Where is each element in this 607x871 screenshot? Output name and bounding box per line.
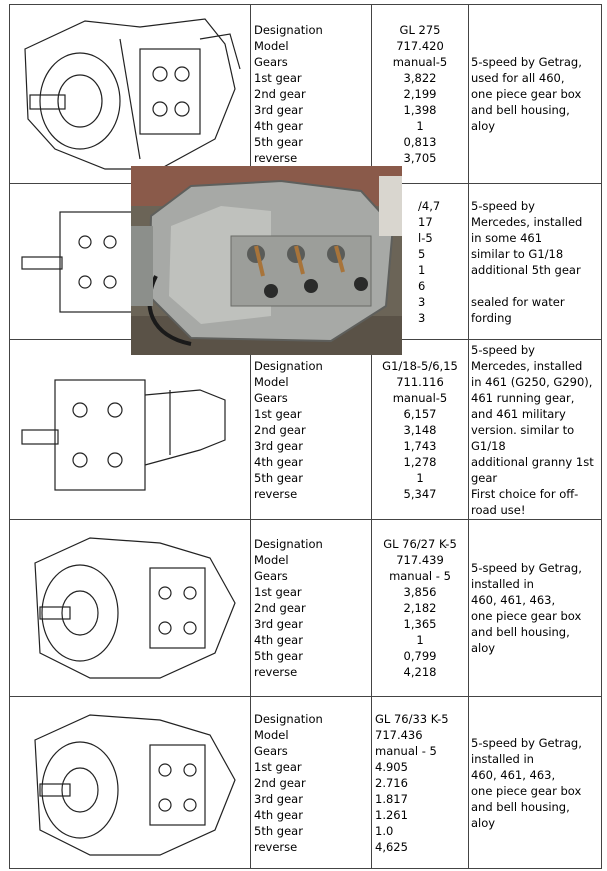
label-model: Model	[254, 39, 289, 53]
note-line	[471, 278, 601, 294]
label-model: Model	[254, 553, 289, 567]
note-line: sealed for water	[471, 294, 565, 309]
value: 0,813	[403, 135, 437, 149]
note-line: fording	[471, 310, 512, 325]
value: 1	[416, 119, 424, 133]
labels-cell	[251, 5, 372, 184]
drawing-cell	[10, 697, 251, 869]
note-line: one piece gear box	[471, 783, 582, 798]
row-4-values	[372, 711, 468, 855]
row-3-notes	[469, 560, 601, 656]
label-2nd: 2nd gear	[254, 775, 306, 790]
row-0-labels	[251, 22, 371, 166]
note-line: in some 461	[471, 230, 543, 245]
label-2nd: 2nd gear	[254, 422, 306, 437]
value: 1.817	[375, 791, 408, 806]
note-line: gear	[471, 470, 498, 485]
label-4th: 4th gear	[254, 807, 303, 822]
row-4-labels	[251, 711, 371, 855]
label-reverse: reverse	[254, 486, 298, 501]
note-line: 5-speed by	[471, 198, 535, 213]
note-line: in 461 (G250, G290),	[471, 374, 593, 389]
value: manual-5	[392, 390, 448, 405]
gearbox-photo	[131, 166, 402, 355]
row-2-values	[372, 358, 468, 502]
value: 2,182	[403, 601, 437, 615]
note-line: version. similar to	[471, 422, 575, 437]
label-3rd: 3rd gear	[254, 617, 303, 631]
note-line: 5-speed by Getrag,	[471, 735, 582, 750]
note-line: G1/18	[471, 438, 506, 453]
note-line: First choice for off-	[471, 486, 579, 501]
label-5th: 5th gear	[254, 649, 303, 663]
value: 711.116	[396, 374, 444, 389]
gearbox-drawing	[10, 9, 248, 179]
note-line: additional granny 1st	[471, 454, 594, 469]
value: 5	[418, 246, 426, 261]
value: 2,199	[403, 87, 437, 101]
label-4th: 4th gear	[254, 454, 303, 469]
note-line: and 461 military	[471, 406, 566, 421]
values-cell	[372, 340, 469, 520]
label-5th: 5th gear	[254, 823, 303, 838]
row-4-notes	[469, 735, 601, 831]
label-1st: 1st gear	[254, 759, 302, 774]
labels-cell	[251, 697, 372, 869]
value: G1/18-5/6,15	[382, 358, 458, 373]
drawing-cell	[10, 340, 251, 520]
note-line: one piece gear box	[471, 87, 582, 101]
note-line: and bell housing,	[471, 625, 570, 639]
note-line: installed in	[471, 751, 534, 766]
value: GL 76/33 K-5	[375, 711, 449, 726]
row-3-values	[372, 536, 468, 680]
value: GL 76/27 K-5	[383, 537, 457, 551]
value: 3	[418, 310, 426, 325]
notes-cell	[469, 340, 602, 520]
label-reverse: reverse	[254, 151, 298, 165]
note-line: Mercedes, installed	[471, 358, 583, 373]
value: 717.439	[396, 553, 444, 567]
label-3rd: 3rd gear	[254, 103, 303, 117]
value: l-5	[418, 230, 433, 245]
row-0-notes	[469, 54, 601, 134]
label-5th: 5th gear	[254, 470, 303, 485]
value: 1	[416, 633, 424, 647]
value: 6	[418, 278, 426, 293]
note-line: and bell housing,	[471, 103, 570, 117]
value: 17	[418, 214, 433, 229]
note-line: aloy	[471, 641, 496, 655]
value: manual - 5	[389, 569, 451, 583]
label-4th: 4th gear	[254, 119, 303, 133]
value: 4,625	[375, 839, 408, 854]
value: 0,799	[403, 649, 437, 663]
notes-cell	[469, 697, 602, 869]
label-designation: Designation	[254, 358, 323, 373]
label-model: Model	[254, 374, 289, 389]
label-reverse: reverse	[254, 665, 298, 679]
value: 3	[418, 294, 426, 309]
gearbox-drawing	[10, 523, 248, 693]
value: 1	[416, 470, 424, 485]
label-2nd: 2nd gear	[254, 87, 306, 101]
value: 3,856	[403, 585, 437, 599]
label-5th: 5th gear	[254, 135, 303, 149]
label-3rd: 3rd gear	[254, 438, 303, 453]
note-line: 5-speed by Getrag,	[471, 561, 582, 575]
row-3-labels	[251, 536, 371, 680]
value: 3,705	[403, 151, 437, 165]
notes-cell	[469, 5, 602, 184]
note-line: similar to G1/18	[471, 246, 564, 261]
label-designation: Designation	[254, 537, 323, 551]
value: 5,347	[403, 486, 437, 501]
notes-cell	[469, 184, 602, 340]
row-1-notes	[469, 198, 601, 326]
table-row	[10, 340, 602, 520]
value: manual-5	[392, 55, 448, 69]
note-line: 460, 461, 463,	[471, 767, 556, 782]
drawing-cell	[10, 5, 251, 184]
label-reverse: reverse	[254, 839, 298, 854]
note-line: 460, 461, 463,	[471, 593, 556, 607]
note-line: Mercedes, installed	[471, 214, 583, 229]
note-line: used for all 460,	[471, 71, 565, 85]
value: 1,278	[403, 454, 437, 469]
value: /4,7	[418, 198, 441, 213]
value: 717.436	[375, 727, 423, 742]
notes-cell	[469, 520, 602, 697]
label-1st: 1st gear	[254, 406, 302, 421]
label-1st: 1st gear	[254, 585, 302, 599]
note-line: aloy	[471, 119, 496, 133]
label-3rd: 3rd gear	[254, 791, 303, 806]
label-gears: Gears	[254, 569, 288, 583]
note-line: additional 5th gear	[471, 262, 581, 277]
note-line: one piece gear box	[471, 609, 582, 623]
labels-cell	[251, 520, 372, 697]
row-2-labels	[251, 358, 371, 502]
note-line: aloy	[471, 815, 496, 830]
value: 6,157	[403, 406, 437, 421]
note-line: road use!	[471, 502, 526, 517]
label-2nd: 2nd gear	[254, 601, 306, 615]
value: 1.0	[375, 823, 394, 838]
value: 3,148	[403, 422, 437, 437]
value: 4.905	[375, 759, 408, 774]
table-row	[10, 520, 602, 697]
drawing-cell	[10, 520, 251, 697]
label-designation: Designation	[254, 23, 323, 37]
label-model: Model	[254, 727, 289, 742]
label-4th: 4th gear	[254, 633, 303, 647]
note-line: and bell housing,	[471, 799, 570, 814]
value: 1,365	[403, 617, 437, 631]
label-gears: Gears	[254, 743, 288, 758]
note-line: installed in	[471, 577, 534, 591]
value: 2.716	[375, 775, 408, 790]
value: 717.420	[396, 39, 444, 53]
table-row	[10, 697, 602, 869]
value: 3,822	[403, 71, 437, 85]
row-0-values	[372, 22, 468, 166]
note-line: 5-speed by Getrag,	[471, 55, 582, 69]
value: 1	[418, 262, 426, 277]
gearbox-drawing	[10, 700, 248, 865]
note-line: 461 running gear,	[471, 390, 575, 405]
label-gears: Gears	[254, 55, 288, 69]
note-line: 5-speed by	[471, 342, 535, 357]
label-designation: Designation	[254, 711, 323, 726]
values-cell	[372, 520, 469, 697]
label-gears: Gears	[254, 390, 288, 405]
table-row	[10, 5, 602, 184]
values-cell	[372, 5, 469, 184]
value: GL 275	[399, 23, 441, 37]
label-1st: 1st gear	[254, 71, 302, 85]
value: 1.261	[375, 807, 408, 822]
value: 1,398	[403, 103, 437, 117]
transmission-spec-table	[9, 4, 602, 869]
value: manual - 5	[375, 743, 437, 758]
gearbox-photo-image	[131, 166, 402, 355]
value: 4,218	[403, 665, 437, 679]
values-cell	[372, 697, 469, 869]
value: 1,743	[403, 438, 437, 453]
gearbox-drawing	[10, 345, 248, 515]
row-2-notes	[469, 342, 601, 518]
labels-cell	[251, 340, 372, 520]
